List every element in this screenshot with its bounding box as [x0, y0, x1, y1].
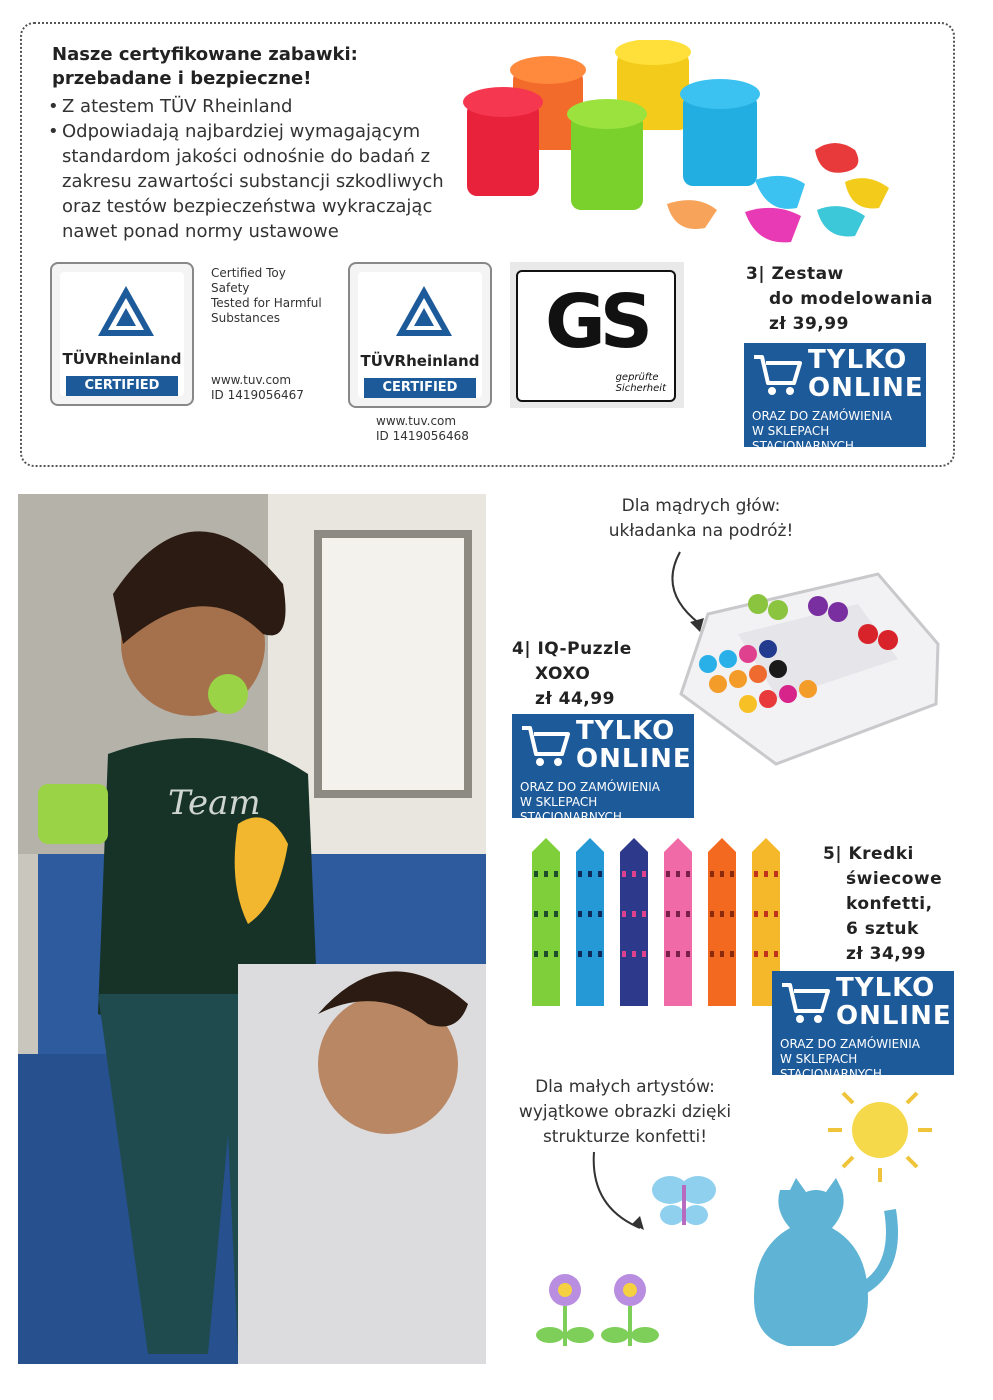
badge-subtext	[520, 780, 694, 825]
certification-title-line2: przebadane i bezpieczne!	[52, 68, 312, 89]
product-price: zł 34,99	[846, 944, 926, 964]
tylko-online-badge	[772, 971, 954, 1081]
sun-drawing	[828, 1090, 932, 1182]
crayons-note-line2: wyjątkowe obrazki dzięki	[518, 1102, 732, 1122]
gs-subtitle-line1: geprüfte	[615, 372, 659, 383]
badge1-id: ID 1419056467	[211, 388, 304, 402]
product-name: Kredki	[848, 844, 914, 864]
tylko-online-badge	[744, 343, 926, 453]
badge2-id-block	[376, 414, 469, 444]
kids-photo	[18, 494, 486, 1364]
certification-bullets	[48, 94, 468, 244]
product-number: 4|	[512, 639, 532, 659]
bullet-item: • Odpowiadają najbardziej wymagającym standardom jakości odnośnie do badań z zakresu zawartości substancji szkodliwych oraz testów bezpieczeństwa wykraczając nawet ponad normy ustawowe	[48, 119, 468, 244]
badge-line1: TYLKO	[836, 973, 936, 1003]
badge-line2: ONLINE	[808, 373, 924, 403]
badge-line3: ORAZ DO ZAMÓWIENIA	[520, 780, 660, 794]
crayons-note-line1: Dla małych artystów:	[535, 1077, 715, 1097]
gs-subtitle-line2: Sicherheit	[615, 383, 666, 394]
certification-title	[52, 43, 358, 91]
badge2-url: www.tuv.com	[376, 414, 457, 428]
tuv-triangle-icon	[96, 284, 156, 340]
iq-puzzle-image	[668, 564, 943, 769]
badge-line2: ONLINE	[576, 744, 692, 774]
tuv-certified-badge	[348, 262, 492, 408]
puzzle-note-line2: układanka na podróż!	[608, 521, 794, 541]
product-price: zł 44,99	[535, 689, 615, 709]
tuv-certified-badge	[50, 262, 194, 406]
product-name: świecowe	[846, 869, 943, 889]
badge1-line: Tested for Harmful	[211, 296, 322, 310]
badge1-line: Substances	[211, 311, 280, 325]
tuv-certified-label: CERTIFIED	[364, 378, 476, 398]
product-name: 6 sztuk	[846, 919, 919, 939]
badge1-url: www.tuv.com	[211, 373, 292, 387]
crayon-green	[532, 838, 560, 1006]
product-name: konfetti,	[846, 894, 933, 914]
product-4-info	[512, 637, 632, 712]
gs-subtitle	[616, 372, 666, 394]
crayon-navy	[620, 838, 648, 1006]
badge2-id: ID 1419056468	[376, 429, 469, 443]
badge-line3: ORAZ DO ZAMÓWIENIA	[752, 409, 892, 423]
cart-icon	[752, 351, 802, 399]
bullet-item: • Z atestem TÜV Rheinland	[48, 94, 468, 119]
product-name: XOXO	[535, 664, 591, 684]
dough-pot-red	[463, 87, 543, 196]
tuv-triangle-icon	[394, 284, 454, 340]
badge-line3: ORAZ DO ZAMÓWIENIA	[780, 1037, 920, 1051]
badge-subtext	[780, 1037, 954, 1082]
badge-line4: W SKLEPACH STACJONARNYCH	[780, 1052, 882, 1081]
modelling-set-image	[455, 40, 925, 255]
badge-line1: TYLKO	[808, 345, 908, 375]
gs-logo	[510, 262, 684, 408]
flower-drawing	[536, 1274, 594, 1346]
children-drawings	[520, 1090, 980, 1365]
tuv-name: TÜVRheinland	[360, 352, 480, 370]
crayon-blue	[576, 838, 604, 1006]
cat-drawing	[754, 1178, 892, 1346]
puzzle-note-line1: Dla mądrych głów:	[621, 496, 781, 516]
dough-pot-blue	[680, 79, 760, 186]
gs-letters: GS	[544, 279, 648, 365]
badge-subtext	[752, 409, 926, 454]
butterfly-drawing	[652, 1176, 716, 1225]
crayons-image	[524, 834, 788, 1010]
cart-icon	[780, 979, 830, 1027]
product-3-info	[746, 262, 933, 337]
badge-line1: TYLKO	[576, 716, 676, 746]
crayon-orange	[708, 838, 736, 1006]
product-5-info	[823, 842, 942, 967]
badge-line4: W SKLEPACH STACJONARNYCH	[520, 795, 622, 824]
certification-title-line1: Nasze certyfikowane zabawki:	[52, 44, 358, 65]
tuv-name: TÜVRheinland	[62, 350, 182, 368]
product-number: 5|	[823, 844, 843, 864]
badge1-text	[211, 266, 322, 326]
product-number: 3|	[746, 264, 766, 284]
product-name: Zestaw	[771, 264, 844, 284]
badge1-id-block	[211, 373, 304, 403]
tuv-certified-label: CERTIFIED	[66, 376, 178, 396]
product-price: zł 39,99	[769, 314, 849, 334]
tylko-online-badge	[512, 714, 694, 824]
crayon-pink	[664, 838, 692, 1006]
badge1-line: Safety	[211, 281, 250, 295]
badge-line4: W SKLEPACH STACJONARNYCH	[752, 424, 854, 453]
svg-text:Team: Team	[168, 783, 261, 823]
product-name: IQ-Puzzle	[537, 639, 632, 659]
puzzle-note	[596, 494, 806, 544]
dough-pot-green	[567, 99, 647, 210]
flower-drawing	[601, 1274, 659, 1346]
badge1-line: Certified Toy	[211, 266, 286, 280]
badge-line2: ONLINE	[836, 1001, 952, 1031]
product-name: do modelowania	[769, 289, 933, 309]
cart-icon	[520, 722, 570, 770]
crayons-note-line3: strukturze konfetti!	[542, 1127, 708, 1147]
